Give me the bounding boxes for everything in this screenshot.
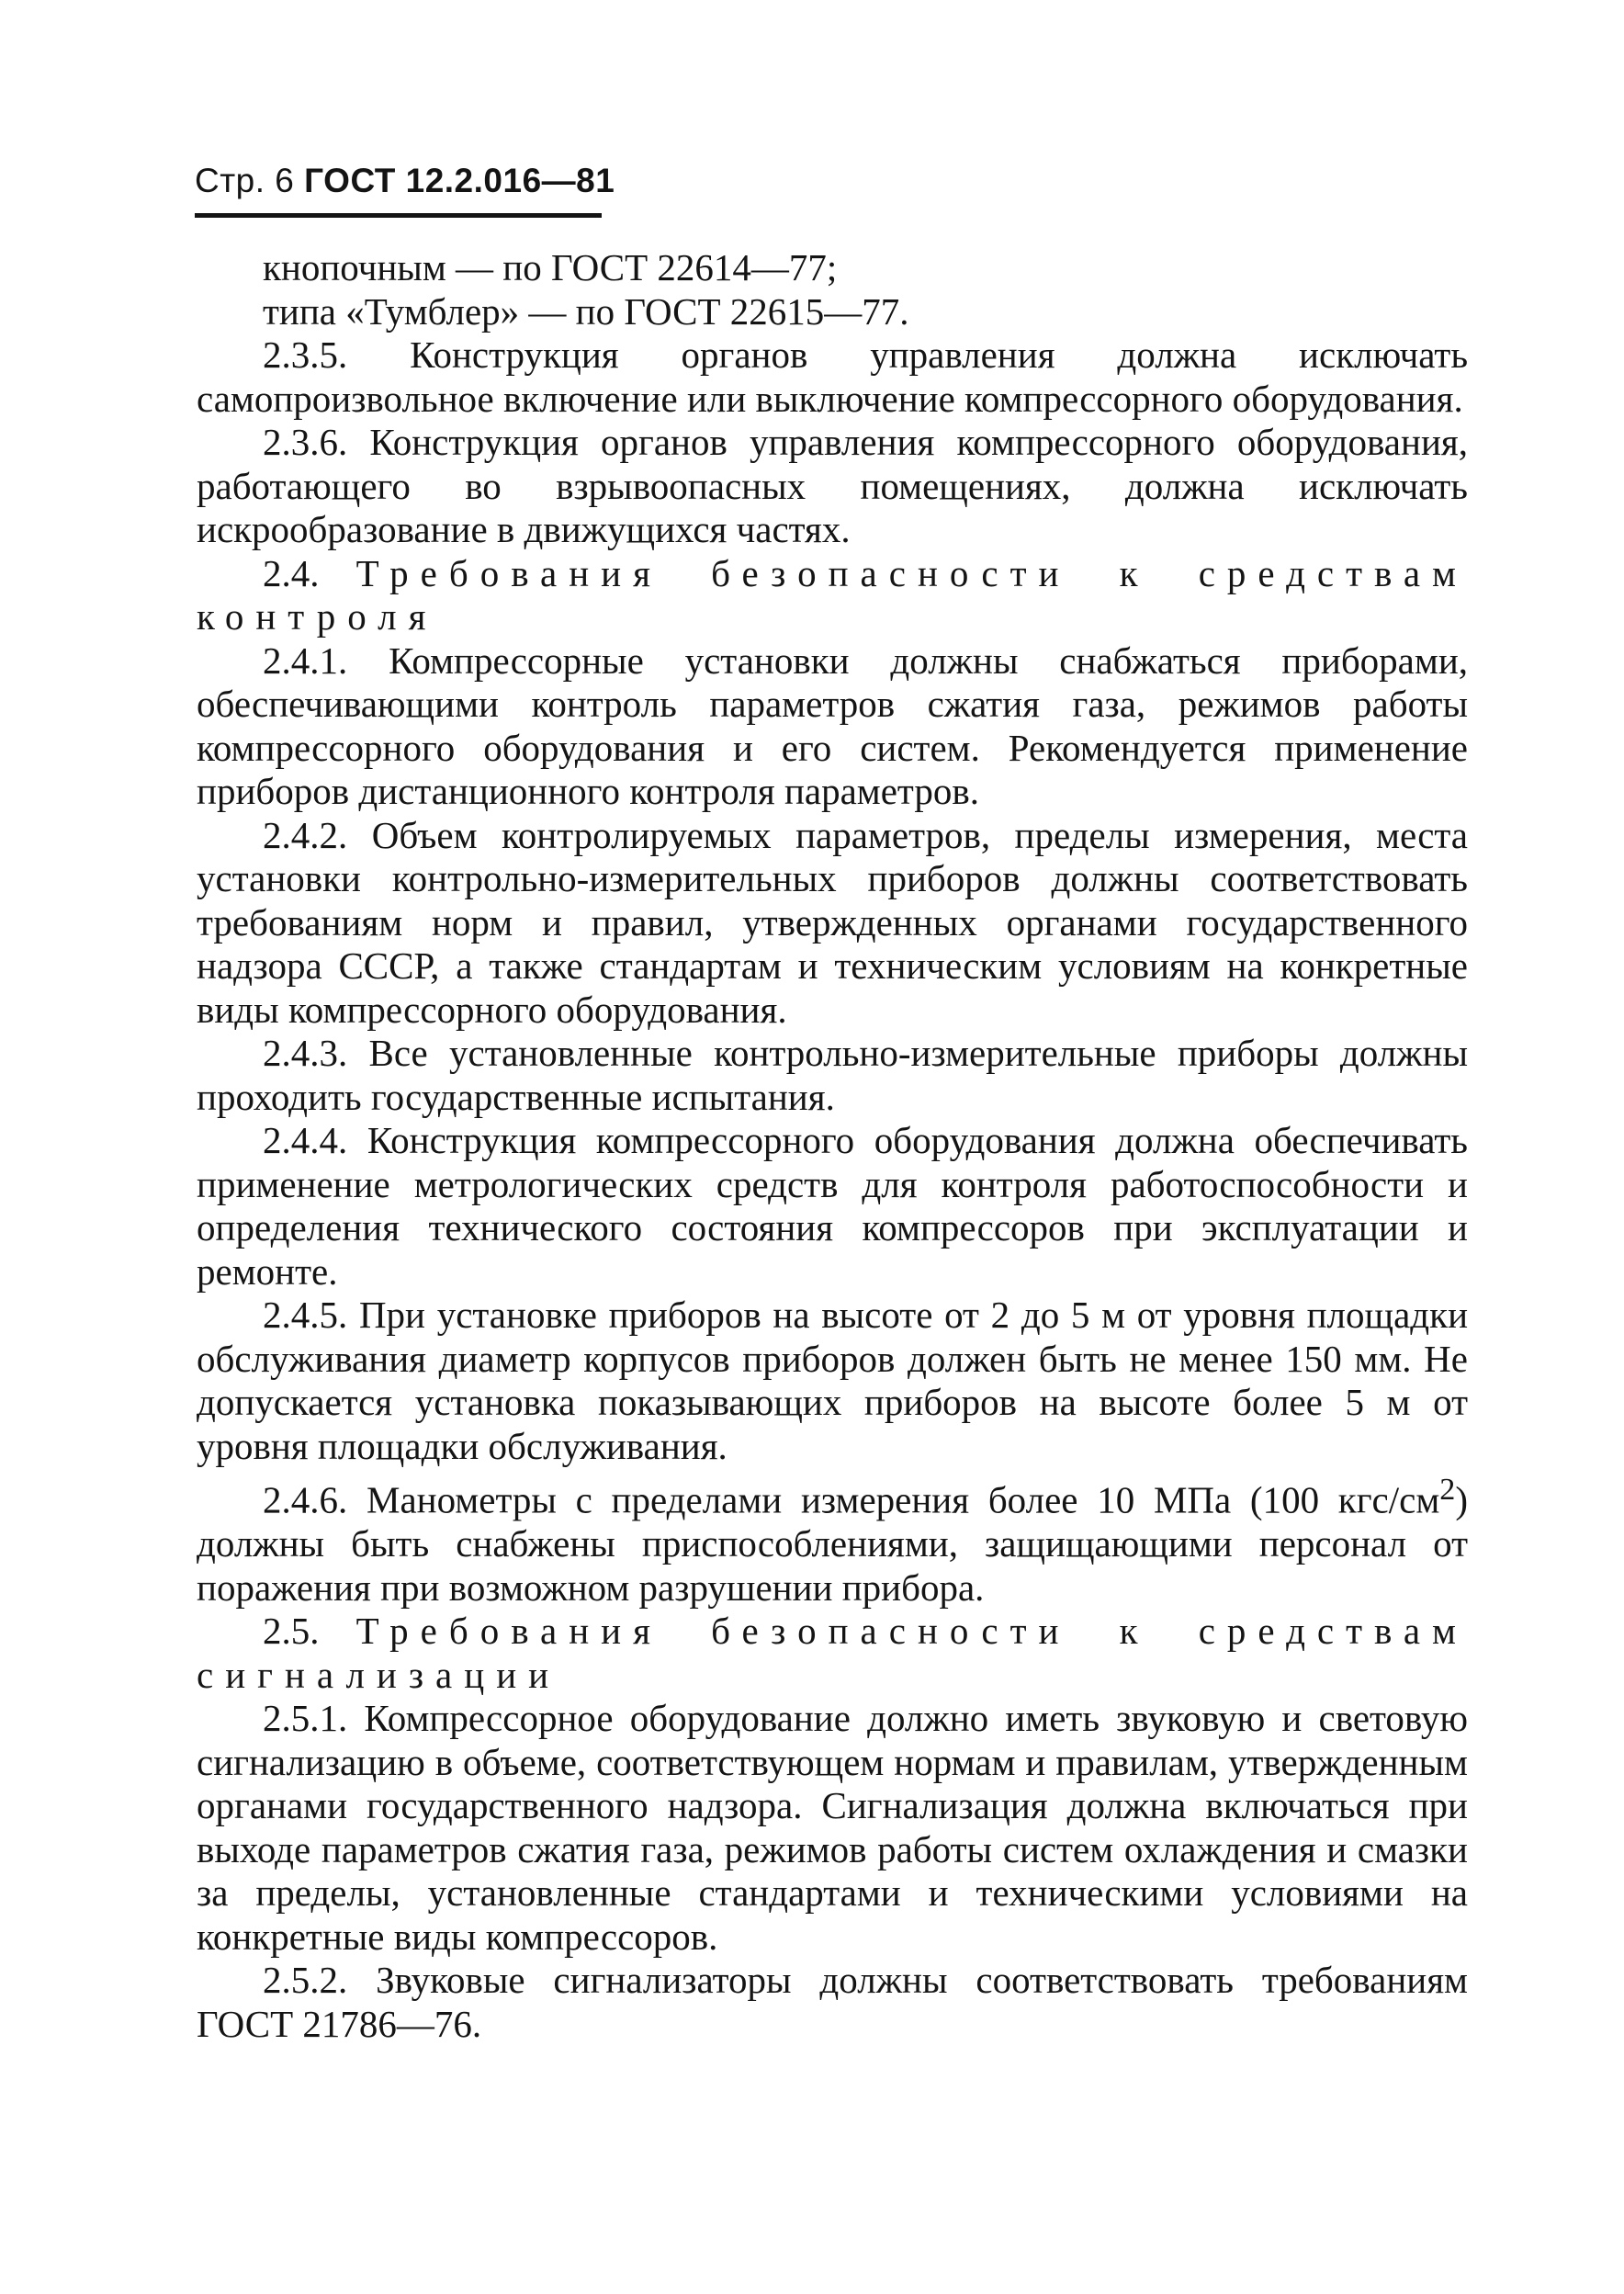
clause-number: 2.5.1. <box>263 1697 348 1740</box>
header-rule <box>195 213 602 218</box>
page-header <box>195 158 615 204</box>
paragraph <box>197 290 1468 334</box>
clause-text: Манометры с пределами измерения более 10 МПа (100 кгс/см <box>366 1478 1440 1521</box>
clause-text: Объем контролируемых параметров, пределы измерения, места установки контрольно-измерительных приборов должны соответствовать требованиям норм и правил, утвержденных органами государственного надзора СССР, а также стандартам и техническим условиям на конкретные виды компрессорного оборудования. <box>197 813 1469 1031</box>
clause-2-5-1 <box>197 1697 1468 1959</box>
clause-text: При установке приборов на высоте от 2 до 5 м от уровня площадки обслуживания диаметр корпусов приборов должен быть не менее 150 мм. Не допускается установка показывающих приборов на высоте более 5 м от уровня площадки обслуживания. <box>197 1294 1469 1467</box>
clause-number: 2.5.2. <box>263 1959 348 2002</box>
standard-designation: ГОСТ 12.2.016—81 <box>304 162 615 199</box>
clause-number: 2.4.1. <box>263 638 348 682</box>
clause-text: Конструкция компрессорного оборудования должна обеспечивать применение метрологических средств для контроля работоспособности и определения технического состояния компрессоров при эксплуатации и ремонте. <box>197 1119 1468 1293</box>
clause-2-4-3 <box>197 1032 1468 1119</box>
clause-number: 2.3.5. <box>263 333 348 376</box>
clause-number: 2.4.6. <box>263 1478 348 1521</box>
paragraph <box>197 246 1468 290</box>
section-number: 2.4. <box>263 551 320 594</box>
paragraph-text: кнопочным — по ГОСТ 22614—77; <box>263 246 838 288</box>
section-title: Требования безопасности к средствам контроля <box>197 551 1469 638</box>
clause-text: Конструкция органов управления должна исключать самопроизвольное включение или выключение компрессорного оборудования. <box>197 333 1469 420</box>
clause-text: Звуковые сигнализаторы должны соответствовать требованиям ГОСТ 21786—76. <box>197 1959 1468 2045</box>
paragraph-text: типа «Тумблер» — по ГОСТ 22615—77. <box>263 289 909 333</box>
section-heading-2-4 <box>197 552 1468 639</box>
clause-number: 2.4.4. <box>263 1119 348 1161</box>
superscript-exponent: 2 <box>1439 1473 1456 1507</box>
clause-number: 2.4.2. <box>263 813 348 856</box>
clause-2-3-5 <box>197 333 1468 421</box>
clause-2-4-4 <box>197 1119 1468 1294</box>
document-body <box>197 246 1468 2046</box>
section-heading-2-5 <box>197 1610 1468 1697</box>
clause-text: Компрессорные установки должны снабжаться приборами, обеспечивающими контроль параметров сжатия газа, режимов работы компрессорного оборудования и его систем. Рекомендуется применение приборов дистанционного контроля параметров. <box>197 638 1469 812</box>
clause-text: Компрессорное оборудование должно иметь звуковую и световую сигнализацию в объеме, соответствующем нормам и правилам, утвержденным органами государственного надзора. Сигнализация должна включаться при выходе параметров сжатия газа, режимов работы систем охлаждения и смазки за пределы, установленные стандартами и техническими условиями на конкретные виды компрессоров. <box>197 1697 1469 1958</box>
clause-2-4-5 <box>197 1294 1468 1468</box>
section-number: 2.5. <box>263 1610 320 1653</box>
clause-2-4-6 <box>197 1468 1468 1610</box>
clause-text: Все установленные контрольно-измерительные приборы должны проходить государственные испытания. <box>197 1032 1468 1118</box>
clause-2-3-6 <box>197 421 1468 552</box>
clause-text: Конструкция органов управления компрессорного оборудования, работающего во взрывоопасных помещениях, должна исключать искрообразование в движущихся частях. <box>197 421 1468 550</box>
clause-number: 2.3.6. <box>263 421 348 463</box>
clause-text-continued: ) должны быть снабжены приспособлениями, защищающими персонал от поражения при возможном разрушении прибора. <box>197 1478 1469 1609</box>
section-title: Требования безопасности к средствам сигнализации <box>197 1610 1469 1696</box>
clause-number: 2.4.5. <box>263 1294 348 1336</box>
clause-2-4-1 <box>197 639 1468 814</box>
clause-2-5-2 <box>197 1959 1468 2046</box>
clause-2-4-2 <box>197 814 1468 1033</box>
page-number: Стр. 6 <box>195 162 295 199</box>
clause-number: 2.4.3. <box>263 1032 348 1074</box>
